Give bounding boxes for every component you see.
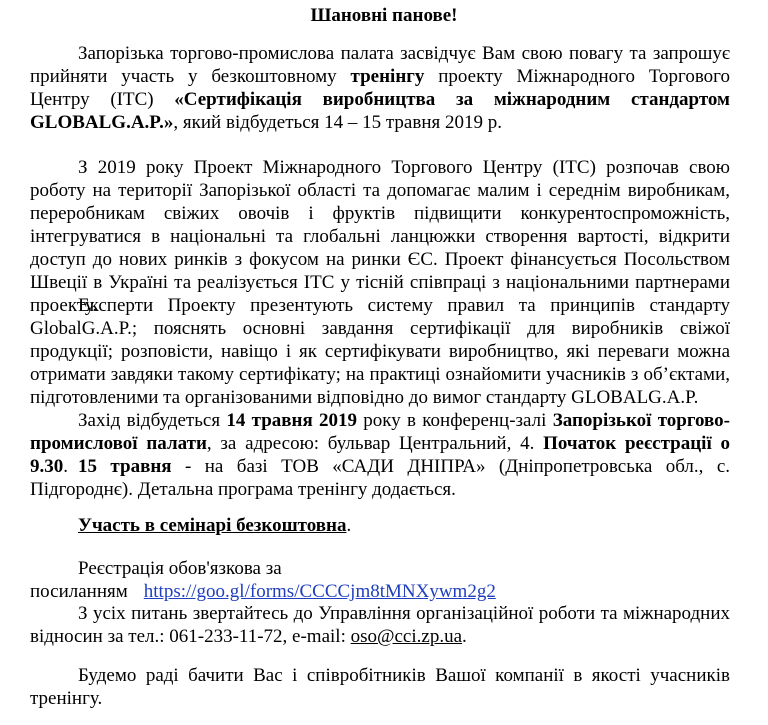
registration-text: Реєстрація обов'язкова за посиланням	[30, 558, 282, 602]
event-text-2: року в конференц-залі	[357, 410, 553, 431]
paragraph-closing: Будемо раді бачити Вас і співробітників Вашої компанії в якості учасників тренінгу.	[30, 665, 730, 709]
free-participation-dot: .	[346, 515, 352, 536]
invitation-training-word: тренінгу	[350, 66, 425, 87]
letter-greeting: Шановні панове!	[310, 5, 458, 26]
event-text-4: .	[63, 456, 68, 477]
invitation-text-1: Запорізька торгово-промислова палата засвідчує Вам свою повагу та запрошує прийняти участь у безкоштовному	[30, 43, 730, 87]
paragraph-experts: Експерти Проекту презентують систему правил та принципів стандарту GlobalG.A.P.; пояснять основні завдання сертифікації для виробників свіжої продукції; розповісти, навіщо і як сертифікувати виробництво, які переваги можна отримати завдяки такому сертифікату; на практиці ознайомити учасників з об’єктами, підготовленими та організованими відповідно до вимог стандарту GLOBALG.A.P.	[30, 295, 730, 408]
registration-form-link[interactable]: https://goo.gl/forms/CCCCjm8tMNXywm2g2	[143, 581, 496, 602]
contacts-dot: .	[462, 626, 467, 647]
paragraph-contacts	[30, 602, 730, 648]
paragraph-second-day	[30, 455, 730, 501]
paragraph-invitation	[30, 42, 730, 134]
contact-email-link[interactable]: oso@cci.zp.ua	[350, 626, 463, 647]
paragraph-free-participation	[30, 514, 730, 537]
contacts-text: З усіх питань звертайтесь до Управління організаційної роботи та міжнародних відносин за тел.: 061-233-11-72, e-mail:	[30, 603, 730, 647]
invitation-text-2: проекту Міжнародного Торгового Центру (ITC)	[30, 66, 730, 110]
second-day-date: 15 травня	[78, 456, 172, 477]
event-registration-time: Початок реєстрації о 9.30	[30, 433, 730, 477]
invitation-text-3: , який відбудеться 14 – 15 травня 2019 р.	[173, 112, 502, 133]
event-text-3: , за адресою: бульвар Центральний, 4.	[206, 433, 544, 454]
paragraph-project-description: З 2019 року Проект Міжнародного Торгового Центру (ITC) розпочав свою роботу на території Запорізької області та допомагає малим і середнім виробникам, переробникам свіжих овочів і фруктів підвищити конкурентоспроможність, інтегруватися в національні та глобальні ланцюжки створення вартості, відкрити доступ до нових ринків з фокусом на ринки ЄС. Проект фінансується Посольством Швеції в Україні та реалізується ITC у тісній співпраці з національними партнерами проекту.	[30, 157, 730, 316]
event-text-1: Захід відбудеться	[78, 410, 227, 431]
event-venue: Запорізької торгово-промислової палати	[30, 410, 730, 454]
event-date: 14 травня 2019	[226, 410, 358, 431]
free-participation-text: Участь в семінарі безкоштовна	[78, 515, 347, 536]
second-day-text: - на базі ТОВ «САДИ ДНІПРА» (Дніпропетровська обл., с. Підгороднє). Детальна програма тренінгу додається.	[30, 456, 730, 500]
paragraph-registration	[30, 557, 730, 603]
invitation-training-title: «Сертифікація виробництва за міжнародним стандартом GLOBALG.A.P.»	[30, 89, 730, 133]
